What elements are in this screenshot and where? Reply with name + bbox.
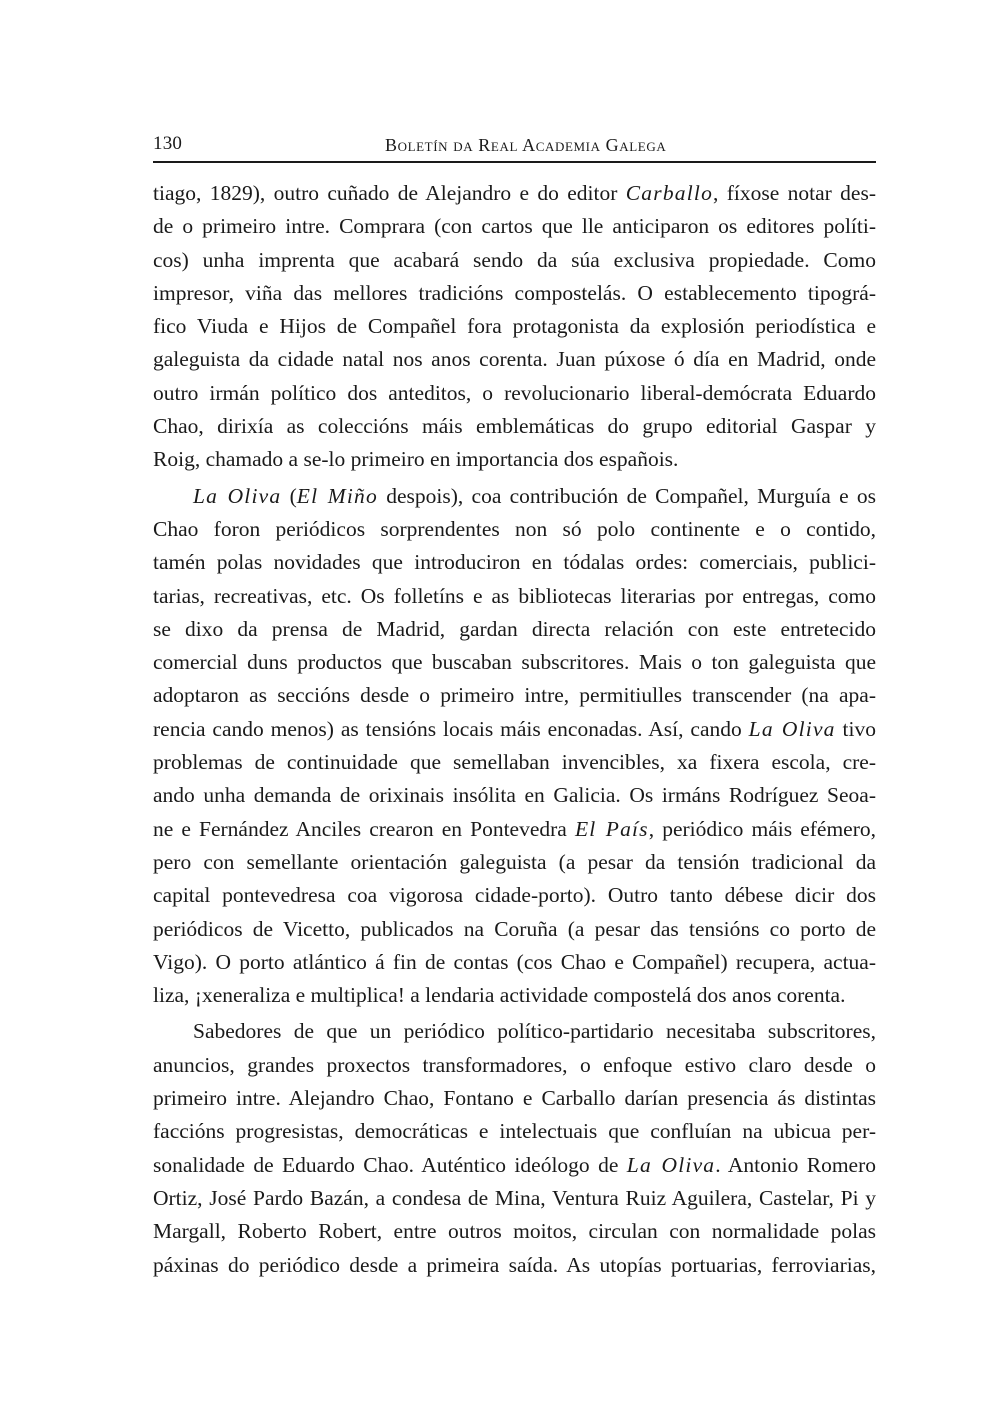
text-line: [153, 1015, 876, 1048]
text-line: [153, 546, 876, 579]
text-run: liza, ¡xeneraliza e multiplica! a lendaria actividade compostelá dos anos corenta.: [153, 983, 846, 1008]
text-run: , fíxose notar des-: [713, 181, 876, 205]
text-line: [153, 879, 876, 912]
text-line: [153, 679, 876, 712]
text-line: [153, 846, 876, 879]
text-run: sonalidade de Eduardo Chao. Auténtico ideólogo de: [153, 1152, 627, 1177]
text-run: primeiro intre. Alejandro Chao, Fontano e Carballo darían presencia ás distintas: [153, 1086, 876, 1111]
text-line: [153, 580, 876, 613]
italic-title: Carballo: [625, 181, 714, 205]
text-run: tiago, 1829), outro cuñado de Alejandro e do editor: [153, 181, 626, 205]
text-run: Chao foron periódicos sorprendentes non só polo continente e o contido,: [153, 516, 876, 541]
text-line: [153, 946, 876, 979]
text-run: Ortiz, José Pardo Bazán, a condesa de Mina, Ventura Ruiz Aguilera, Castelar, Pi y: [153, 1185, 876, 1210]
text-run: Roig, chamado a se-lo primeiro en importancia dos españois.: [153, 447, 679, 472]
italic-title: El Miño: [296, 483, 378, 508]
text-run: tarias, recreativas, etc. Os folletíns e as bibliotecas literarias por entregas, como: [153, 583, 876, 608]
text-run: anuncios, grandes proxectos transformadores, o enfoque estivo claro desde o: [153, 1052, 876, 1077]
text-line: [153, 913, 876, 946]
text-run: ne e Fernández Anciles crearon en Pontevedra: [153, 816, 575, 841]
text-run: problemas de continuidade que semellaban invencibles, xa fixera escola, cre-: [153, 750, 876, 775]
text-run: pero con semellante orientación galeguista (a pesar da tensión tradicional da: [153, 849, 876, 874]
text-run: Sabedores de que un periódico político-partidario necesitaba subscritores,: [193, 1019, 876, 1044]
text-line: [153, 1249, 876, 1282]
text-line: [153, 1182, 876, 1215]
italic-title: El País: [574, 816, 649, 841]
text-line: [153, 513, 876, 546]
text-run: galeguista da cidade natal nos anos corenta. Juan púxose ó día en Madrid, onde: [153, 347, 876, 372]
text-run: , periódico máis efémero,: [648, 816, 876, 841]
text-line: [153, 613, 876, 646]
text-run: comercial duns productos que buscaban subscritores. Mais o ton galeguista que: [153, 650, 876, 675]
text-run: despois), coa contribución de Compañel, Murguía e os: [377, 483, 876, 508]
text-line: [153, 480, 876, 513]
text-run: se dixo da prensa de Madrid, gardan directa relación con este entretecido: [153, 616, 876, 641]
text-run: fico Viuda e Hijos de Compañel fora protagonista da explosión periodística e: [153, 314, 876, 339]
paragraph: [153, 177, 876, 477]
text-line: [153, 1115, 876, 1148]
text-line: [153, 1149, 876, 1182]
text-run: Margall, Roberto Robert, entre outros moitos, circulan con normalidade polas: [153, 1219, 876, 1244]
text-run: Vigo). O porto atlántico á fin de contas (cos Chao e Compañel) recupera, actua-: [153, 949, 876, 974]
text-run: ando unha demanda de orixinais insólita en Galicia. Os irmáns Rodríguez Seoa-: [153, 783, 876, 808]
text-line: [153, 177, 876, 210]
text-run: tivo: [835, 716, 876, 741]
text-line: [153, 443, 876, 476]
text-line: [153, 1082, 876, 1115]
text-line: [153, 779, 876, 812]
text-line: [153, 377, 876, 410]
text-run: periódicos de Vicetto, publicados na Coruña (a pesar das tensións co porto de: [153, 916, 876, 941]
text-run: de o primeiro intre. Comprara (con cartos que lle anticiparon os editores políti-: [153, 214, 876, 239]
text-run: Chao, dirixía as coleccións máis emblemáticas do grupo editorial Gaspar y: [153, 414, 876, 439]
text-run: . Antonio Romero: [715, 1152, 876, 1177]
paragraph: [153, 480, 876, 1013]
text-run: (: [281, 483, 297, 508]
italic-title: La Oliva: [748, 716, 836, 741]
text-line: [153, 713, 876, 746]
text-run: adoptaron as seccións desde o primeiro intre, permitiulles transcender (na apa-: [153, 683, 876, 708]
italic-title: La Oliva: [193, 483, 282, 508]
text-line: [153, 1215, 876, 1248]
text-run: impresor, viña das mellores tradicións compostelás. O establecemento tipográ-: [153, 280, 876, 305]
text-run: faccións progresistas, democráticas e intelectuais que confluían na ubicua per-: [153, 1119, 876, 1144]
paragraph: [153, 1015, 876, 1281]
text-run: tamén polas novidades que introduciron en tódalas ordes: comerciais, publici-: [153, 550, 876, 575]
header-rule: [153, 161, 876, 163]
text-line: [153, 410, 876, 443]
text-line: [153, 310, 876, 343]
text-line: [153, 1049, 876, 1082]
text-run: capital pontevedresa coa vigorosa cidade-porto). Outro tanto débese dicir dos: [153, 883, 876, 908]
text-line: [153, 646, 876, 679]
text-run: páxinas do periódico desde a primeira saída. As utopías portuarias, ferroviarias,: [153, 1252, 876, 1277]
text-line: [153, 813, 876, 846]
page-number: 130: [153, 133, 183, 154]
text-run: cos) unha imprenta que acabará sendo da súa exclusiva propiedade. Como: [153, 247, 876, 272]
text-line: [153, 244, 876, 277]
text-line: [153, 277, 876, 310]
body-text: [153, 177, 876, 1282]
text-run: rencia cando menos) as tensións locais máis enconadas. Así, cando: [153, 716, 749, 741]
text-line: [153, 746, 876, 779]
running-header: [153, 130, 876, 160]
text-line: [153, 343, 876, 376]
italic-title: La Oliva: [626, 1152, 716, 1177]
text-line: [153, 210, 876, 243]
running-title: Boletín da Real Academia Galega: [385, 135, 667, 155]
text-run: outro irmán político dos anteditos, o revolucionario liberal-demócrata Eduardo: [153, 380, 876, 405]
text-line: [153, 979, 876, 1012]
